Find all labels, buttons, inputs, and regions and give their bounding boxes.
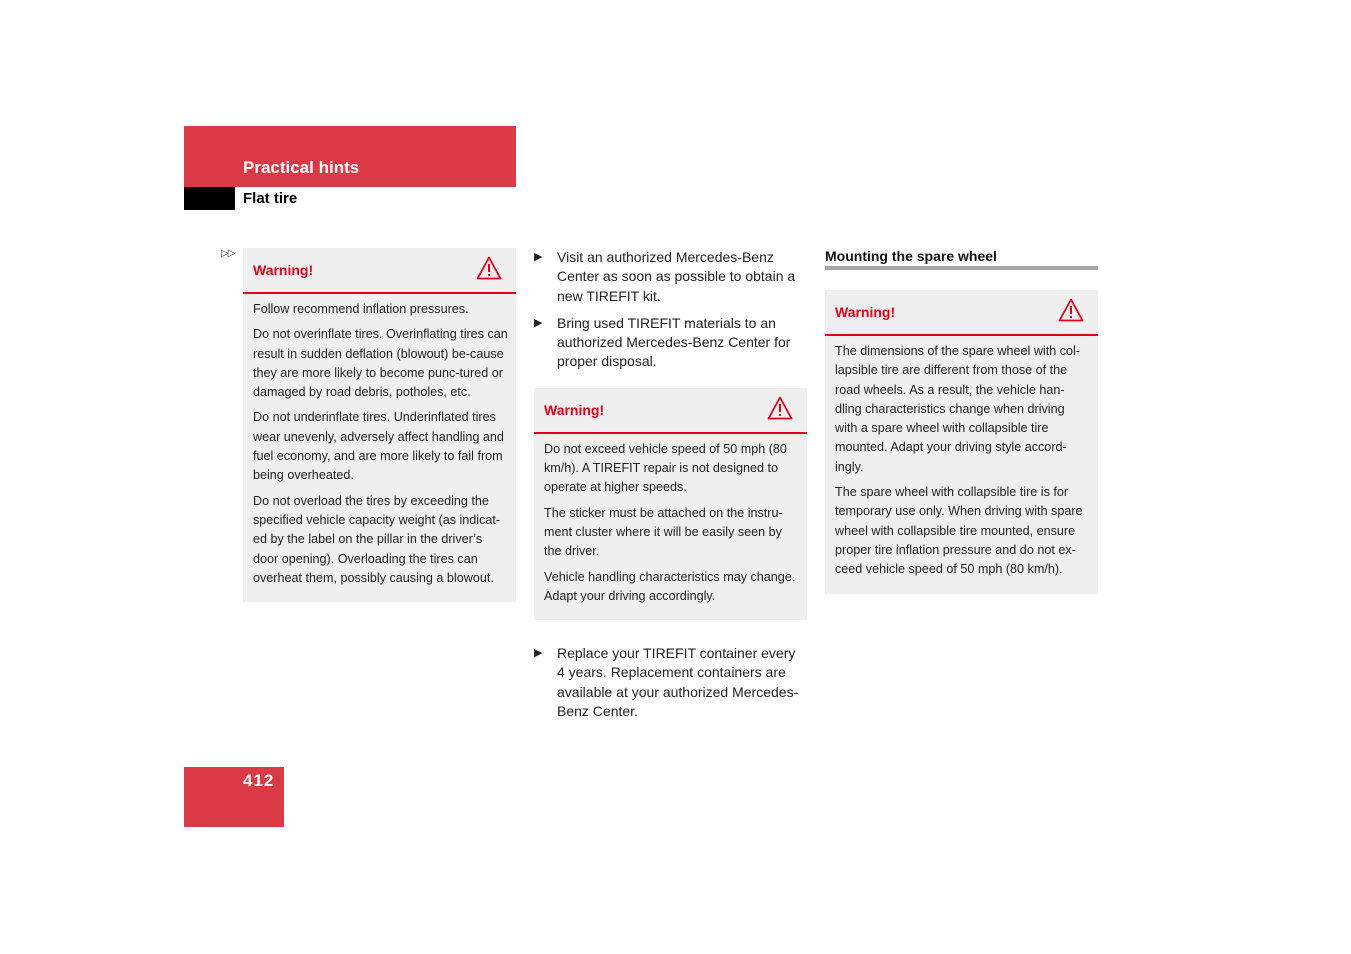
warning-paragraph: Do not underinflate tires. Underinflated tires wear unevenly, adversely affect handling and fuel economy, and are more likely to fail from being overheated.: [253, 410, 504, 483]
warning-paragraph: Follow recommend inflation pressures.: [253, 302, 469, 316]
list-item: [534, 314, 807, 372]
warning-body: [243, 294, 516, 596]
warning-body: [825, 336, 1098, 588]
header-marker: [184, 187, 235, 210]
warning-triangle-icon: [767, 396, 793, 420]
warning-paragraph: Vehicle handling characteristics may change. Adapt your driving accordingly.: [544, 569, 796, 603]
continuation-marker: ▷▷: [221, 248, 235, 259]
section-title: Practical hints: [243, 158, 360, 177]
warning-box-inflation: [243, 248, 516, 602]
warning-box-speed: [534, 388, 807, 620]
warning-title: Warning!: [835, 304, 896, 320]
list-item-text: Bring used TIREFIT materials to an authorized Mercedes-Benz Center for proper disposal.: [557, 314, 791, 370]
warning-title: Warning!: [253, 262, 314, 278]
list-item-text: Replace your TIREFIT container every 4 years. Replacement containers are available at your authorized Mercedes-Benz Center.: [557, 645, 799, 720]
warning-header: [534, 388, 807, 434]
warning-paragraph: The spare wheel with collapsible tire is for temporary use only. When driving with spare wheel with collapsible tire mounted, ensure proper tire inflation pressure and do not ex-ceed vehicle speed of 50 mph (80 km/h).: [835, 485, 1083, 577]
column-2: [534, 248, 807, 729]
warning-header: [243, 248, 516, 294]
warning-body: [534, 434, 807, 614]
warning-box-spare-wheel: [825, 290, 1098, 594]
warning-title: Warning!: [544, 401, 605, 418]
warning-paragraph: Do not overinflate tires. Overinflating tires can result in sudden deflation (blowout) be-cause they are more likely to become punc-tured or damaged by road debris, potholes, etc.: [253, 327, 508, 400]
subsection-title: Flat tire: [243, 190, 298, 207]
list-item: [534, 644, 807, 721]
warning-triangle-icon: [1058, 298, 1084, 322]
bullet-arrow-icon: ▶: [534, 647, 543, 660]
page-number: 412: [243, 771, 275, 790]
section-heading: Mounting the spare wheel: [825, 248, 1098, 270]
warning-paragraph: Do not exceed vehicle speed of 50 mph (80 km/h). A TIREFIT repair is not designed to operate at higher speeds.: [544, 441, 787, 495]
warning-paragraph: The dimensions of the spare wheel with col-lapsible tire are different from those of the road wheels. As a result, the vehicle han-dling characteristics change when driving with a spare wheel with collapsible tire mounted. Adapt your driving style accord-ingly.: [835, 344, 1081, 474]
warning-triangle-icon: [476, 256, 502, 280]
column-3: [825, 248, 1098, 594]
list-item: [534, 248, 807, 306]
warning-paragraph: Do not overload the tires by exceeding the specified vehicle capacity weight (as indicat-ed by the label on the pillar in the driver’s door opening). Overloading the tires can overheat them, possibly causing a blowout.: [253, 493, 501, 585]
warning-paragraph: The sticker must be attached on the instru-ment cluster where it will be easily seen by the driver.: [544, 505, 783, 559]
list-item-text: Visit an authorized Mercedes-Benz Center as soon as possible to obtain a new TIREFIT kit.: [557, 249, 796, 304]
warning-header: [825, 290, 1098, 336]
bullet-arrow-icon: ▶: [534, 251, 543, 263]
bullet-arrow-icon: ▶: [534, 316, 543, 329]
column-1: [243, 248, 516, 602]
